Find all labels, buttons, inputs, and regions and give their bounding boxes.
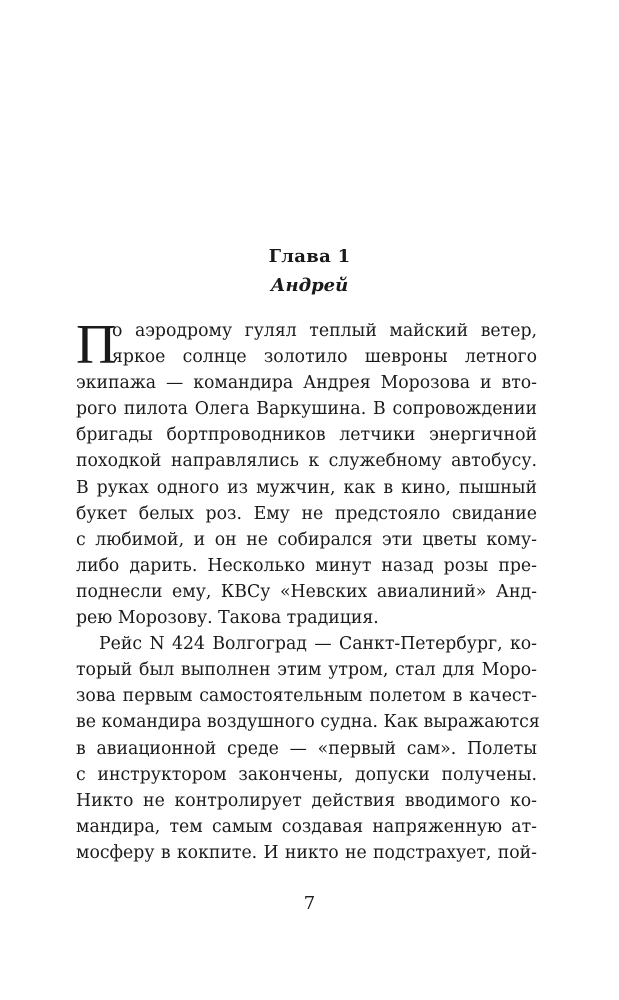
text-line: о аэродрому гулял теплый майский ветер,: [112, 321, 537, 341]
text-line: с любимой, и он не собирался эти цветы кому-: [76, 529, 537, 550]
chapter-title: Глава 1: [268, 246, 351, 267]
body-text: [76, 314, 540, 866]
text-line: Рейс N 424 Волгоград — Санкт-Петербург, ко-: [99, 634, 537, 655]
page-number: 7: [303, 893, 316, 914]
text-line: экипажа — командира Андрея Морозова и вто-: [76, 373, 537, 394]
text-line: бригады бортпроводников летчики энергичной: [76, 425, 537, 446]
text-line: мандира, тем самым создавая напряженную ат-: [76, 816, 537, 837]
text-line: ве командира воздушного судна. Как выражаются: [76, 712, 540, 733]
text-line: рого пилота Олега Варкушина. В сопровождении: [76, 399, 537, 420]
text-line: либо дарить. Несколько минут назад розы пре-: [76, 555, 537, 576]
text-line: Никто не контролирует действия вводимого ко-: [76, 790, 537, 811]
text-line: поднесли ему, КВСу «Невских авиалиний» Анд-: [76, 581, 537, 602]
text-line: зова первым самостоятельным полетом в качест-: [76, 686, 537, 707]
text-line: с инструктором закончены, допуски получены.: [76, 764, 537, 785]
text-line: букет белых роз. Ему не предстояло свидание: [76, 503, 537, 524]
text-line: яркое солнце золотило шевроны летного: [112, 347, 537, 368]
drop-cap: П: [76, 314, 117, 376]
text-line: рею Морозову. Такова традиция.: [76, 608, 379, 629]
chapter-subtitle: Андрей: [270, 275, 349, 296]
text-line: торый был выполнен этим утром, стал для Моро-: [76, 660, 537, 681]
text-line: мосферу в кокпите. И никто не подстрахует, пой-: [76, 842, 537, 863]
text-line: в авиационной среде — «первый сам». Полеты: [76, 738, 537, 759]
text-line: В руках одного из мужчин, как в кино, пышный: [76, 477, 537, 498]
text-line: походкой направлялись к служебному автобусу.: [76, 451, 537, 472]
